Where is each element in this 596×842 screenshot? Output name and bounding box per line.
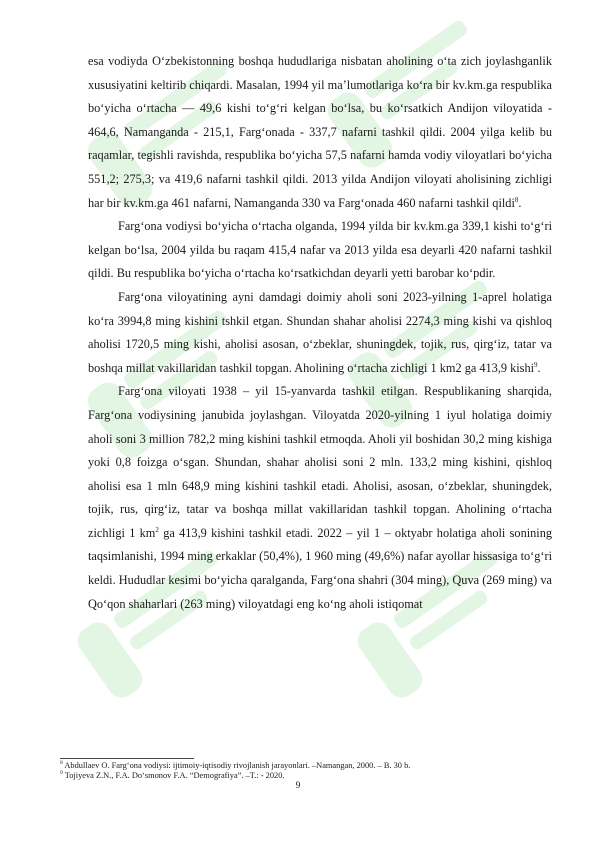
- footnote-9: $^9$ Tojiyeva Z.N., F.A. Do‘smonov F.A. “Demografiya”. –T.: - 2020.: [60, 770, 285, 781]
- footnote-divider: [60, 758, 194, 759]
- paragraph-1: esa vodiyda O‘zbekistonning boshqa hududlariga nisbatan aholining o‘ta zich joylashganlik xususiyatini keltirib chiqardi. Masalan, 1994 yil ma’lumotlariga ko‘ra bir kv.km.ga respublika bo‘yicha o‘rtacha — 49,6 kishi to‘g‘ri kelgan bo‘lsa, bu ko‘rsatkich Andijon viloyatida - 464,6, Namanganda - 215,1, Farg‘onada - 337,7 nafarni tashkil qildi. 2004 yilga kelib bu raqamlar, tegishli ravishda, respublika bo‘yicha 57,5 nafarni hamda vodiy viloyatlari bo‘yicha 551,2; 275,3; va 419,6 nafarni tashkil qildi. 2013 yilda Andijon viloyati aholisining zichligi har bir kv.km.ga 461 nafarni, Namanganda 330 va Farg‘onada 460 nafarni tashkil qildi$^8$.: [88, 54, 552, 210]
- superscript-2: 2: [155, 525, 159, 534]
- footnote-8: $^8$ Abdullaev O. Farg‘ona vodiysi: ijtimoiy-iqtisodiy rivojlanish jarayonlari. –Namangan, 2000. – B. 30 b.: [60, 760, 411, 770]
- paragraph-3: Farg‘ona viloyatining ayni damdagi doimiy aholi soni 2023-yilning 1-aprel holatiga ko‘ra 3994,8 ming kishini tshkil etgan. Shundan shahar aholisi 2274,3 ming kishi va qishloq aholisi 1720,5 ming kishi, aholisi asosan, o‘zbeklar, shuningdek, tojik, rus, qirg‘iz, tatar va boshqa millat vakillaridan tashkil topgan. Aholining o‘rtacha zichligi 1 km2 ga 413,9 kishi$^9$.: [88, 289, 552, 375]
- footnote-ref-8[interactable]: 8: [514, 195, 519, 204]
- page-body: [88, 50, 552, 616]
- footnote-ref-9[interactable]: 9: [534, 360, 538, 369]
- footnotes: [60, 761, 540, 781]
- page-number: 9: [295, 781, 301, 791]
- paragraph-2: Farg‘ona vodiysi bo‘yicha o‘rtacha olganda, 1994 yilda bir kv.km.ga 339,1 kishi to‘g‘ri kelgan bo‘lsa, 2004 yilda bu raqam 415,4 nafar va 2013 yilda esa deyarli 420 nafarni tashkil qildi. Bu respublika bo‘yicha o‘rtacha ko‘rsatkichdan deyarli yetti barobar ko‘pdir.: [88, 219, 552, 281]
- paragraph-4: Farg‘ona viloyati 1938 – yil 15-yanvarda tashkil etilgan. Respublikaning sharqida, Farg‘ona vodiysining janubida joylashgan. Viloyatda 2020-yilning 1 iyul holatiga doimiy aholi soni 3 million 782,2 ming kishini tashkil etmoqda. Aholi yil boshidan 30,2 ming kishiga yoki 0,8 foizga o‘sgan. Shundan, shahar aholisi soni 2 mln. 133,2 ming kishini, qishloq aholisi esa 1 mln 648,9 ming kishini tashkil etadi. Aholisi, asosan, o‘zbeklar, shuningdek, tojik, rus, qirg‘iz, tatar va boshqa millat vakillaridan tashkil topgan. Aholining o‘rtacha zichligi 1 $km^2$ ga 413,9 kishini tashkil etadi. 2022 – yil 1 – oktyabr holatiga aholi sonining taqsimlanishi, 1994 ming erkaklar (50,4%), 1 960 ming (49,6%) nafar ayollar hissasiga to‘g‘ri keldi. Hududlar kesimi bo‘yicha qaralganda, Farg‘ona shahri (304 ming), Quva (269 ming) va Qo‘qon shaharlari (263 ming) viloyatdagi eng ko‘ng aholi istiqomat: [88, 384, 553, 611]
